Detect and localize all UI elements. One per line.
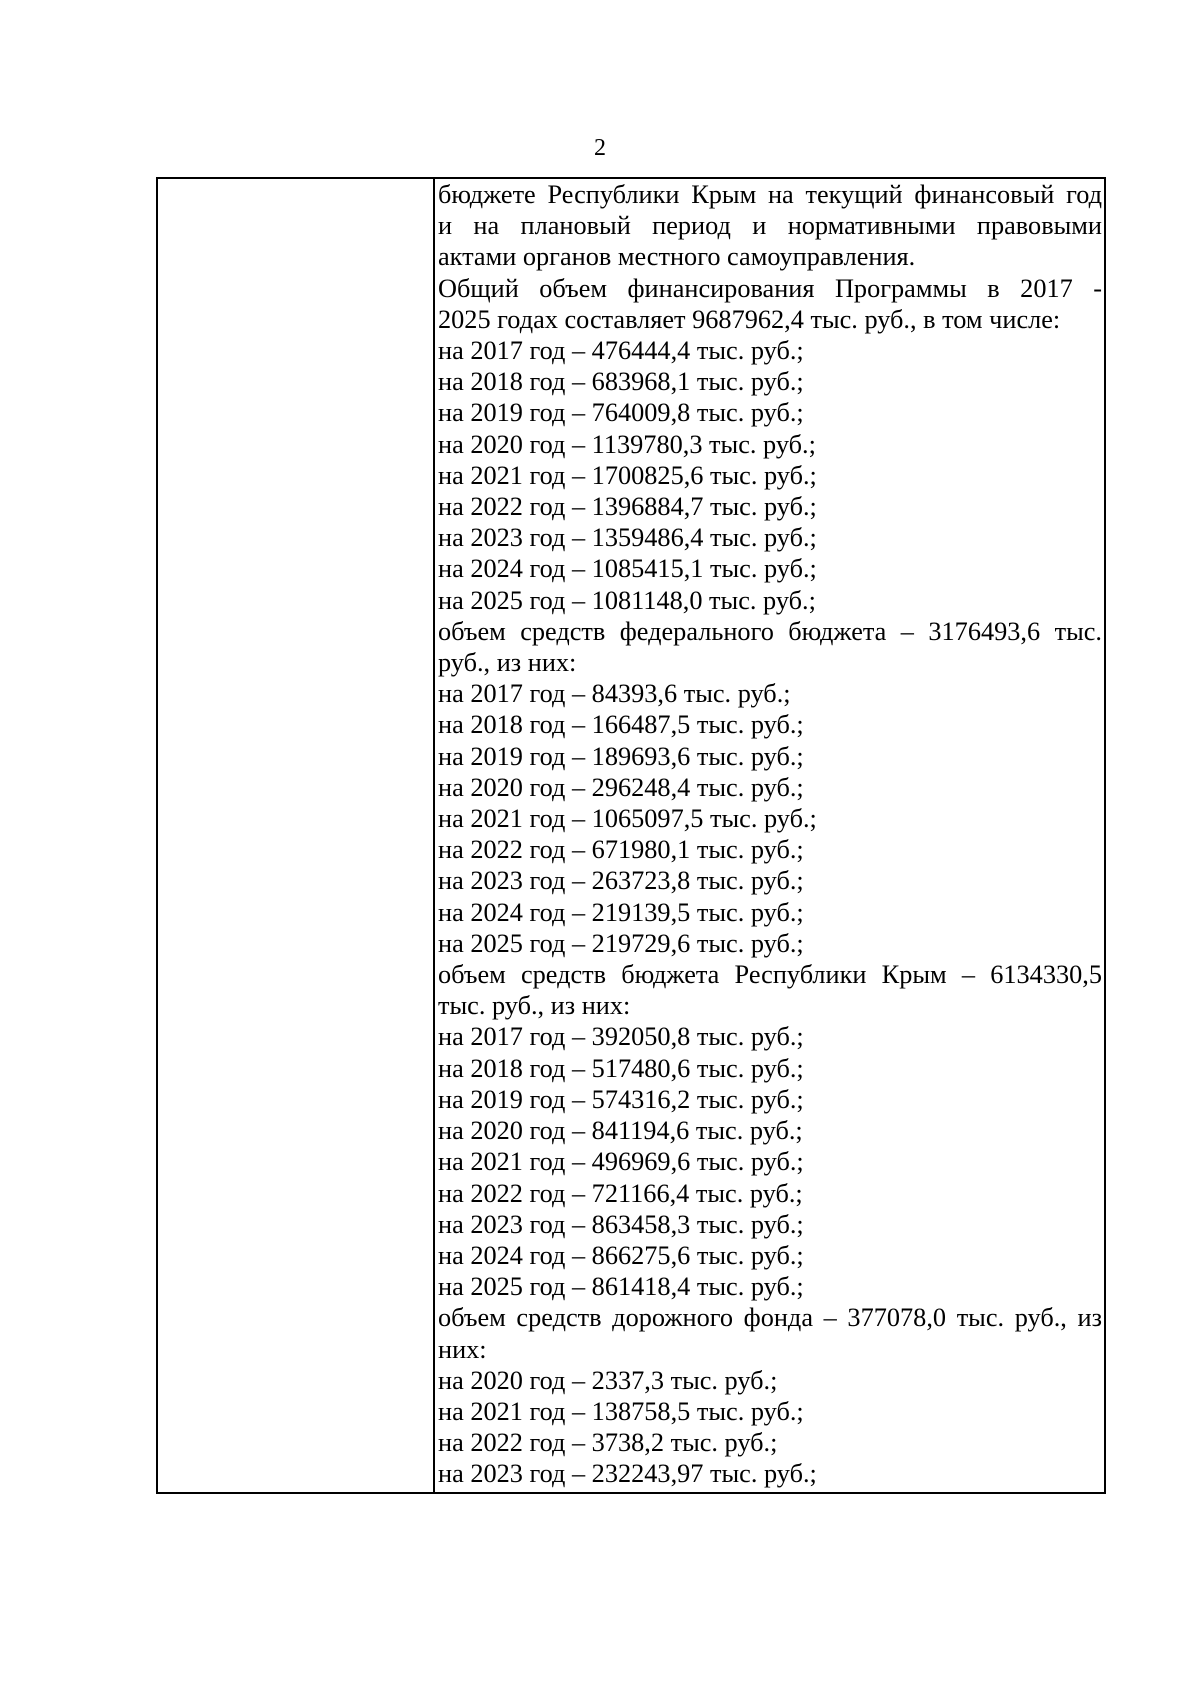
federal-year-line: на 2025 год – 219729,6 тыс. руб.; [438, 928, 804, 958]
republic-year-line: на 2023 год – 863458,3 тыс. руб.; [438, 1209, 804, 1239]
republic-year-line: на 2024 год – 866275,6 тыс. руб.; [438, 1240, 804, 1270]
federal-year-line: на 2020 год – 296248,4 тыс. руб.; [438, 772, 804, 802]
federal-heading-line: руб., из них: [438, 648, 577, 678]
table-right-cell [435, 179, 1104, 1492]
republic-year-line: на 2019 год – 574316,2 тыс. руб.; [438, 1084, 804, 1114]
total-year-line: на 2022 год – 1396884,7 тыс. руб.; [438, 492, 817, 522]
intro-line: и на плановый период и нормативными правовыми [438, 211, 1102, 241]
republic-year-line: на 2017 год – 392050,8 тыс. руб.; [438, 1022, 804, 1052]
federal-year-line: на 2023 год – 263723,8 тыс. руб.; [438, 866, 804, 896]
republic-year-line: на 2025 год – 861418,4 тыс. руб.; [438, 1272, 804, 1302]
total-heading-line: Общий объем финансирования Программы в 2017 - [438, 273, 1102, 303]
total-year-line: на 2019 год – 764009,8 тыс. руб.; [438, 398, 804, 428]
intro-line: бюджете Республики Крым на текущий финансовый год [438, 180, 1102, 209]
total-year-line: на 2017 год – 476444,4 тыс. руб.; [438, 336, 804, 366]
total-year-line: на 2020 год – 1139780,3 тыс. руб.; [438, 429, 816, 459]
total-year-line: на 2021 год – 1700825,6 тыс. руб.; [438, 460, 817, 490]
road-fund-heading-line: объем средств дорожного фонда – 377078,0 тыс. руб., из [438, 1303, 1102, 1333]
republic-year-line: на 2018 год – 517480,6 тыс. руб.; [438, 1053, 804, 1083]
total-year-line: на 2024 год – 1085415,1 тыс. руб.; [438, 554, 817, 584]
federal-year-line: на 2018 год – 166487,5 тыс. руб.; [438, 710, 804, 740]
federal-year-line: на 2021 год – 1065097,5 тыс. руб.; [438, 804, 817, 834]
republic-heading-line: тыс. руб., из них: [438, 991, 631, 1021]
federal-year-line: на 2022 год – 671980,1 тыс. руб.; [438, 835, 804, 865]
federal-year-line: на 2024 год – 219139,5 тыс. руб.; [438, 897, 804, 927]
republic-heading-line: объем средств бюджета Республики Крым – 6134330,5 [438, 960, 1102, 990]
table-left-cell [158, 179, 435, 1492]
republic-year-line: на 2022 год – 721166,4 тыс. руб.; [438, 1178, 803, 1208]
republic-year-line: на 2021 год – 496969,6 тыс. руб.; [438, 1147, 804, 1177]
republic-year-line: на 2020 год – 841194,6 тыс. руб.; [438, 1116, 803, 1146]
program-table [156, 177, 1106, 1494]
page-number: 2 [594, 135, 606, 161]
road-fund-year-line: на 2020 год – 2337,3 тыс. руб.; [438, 1365, 778, 1395]
total-year-line: на 2025 год – 1081148,0 тыс. руб.; [438, 585, 816, 615]
total-year-line: на 2023 год – 1359486,4 тыс. руб.; [438, 523, 817, 553]
road-fund-heading-line: них: [438, 1334, 487, 1364]
intro-line: актами органов местного самоуправления. [438, 242, 916, 272]
road-fund-year-line: на 2022 год – 3738,2 тыс. руб.; [438, 1428, 778, 1458]
federal-year-line: на 2019 год – 189693,6 тыс. руб.; [438, 741, 804, 771]
road-fund-year-line: на 2021 год – 138758,5 тыс. руб.; [438, 1396, 804, 1426]
total-year-line: на 2018 год – 683968,1 тыс. руб.; [438, 367, 804, 397]
total-heading-line: 2025 годах составляет 9687962,4 тыс. руб., в том числе: [438, 304, 1061, 334]
road-fund-year-line: на 2023 год – 232243,97 тыс. руб.; [438, 1459, 817, 1489]
federal-heading-line: объем средств федерального бюджета – 3176493,6 тыс. [438, 616, 1102, 646]
federal-year-line: на 2017 год – 84393,6 тыс. руб.; [438, 679, 791, 709]
